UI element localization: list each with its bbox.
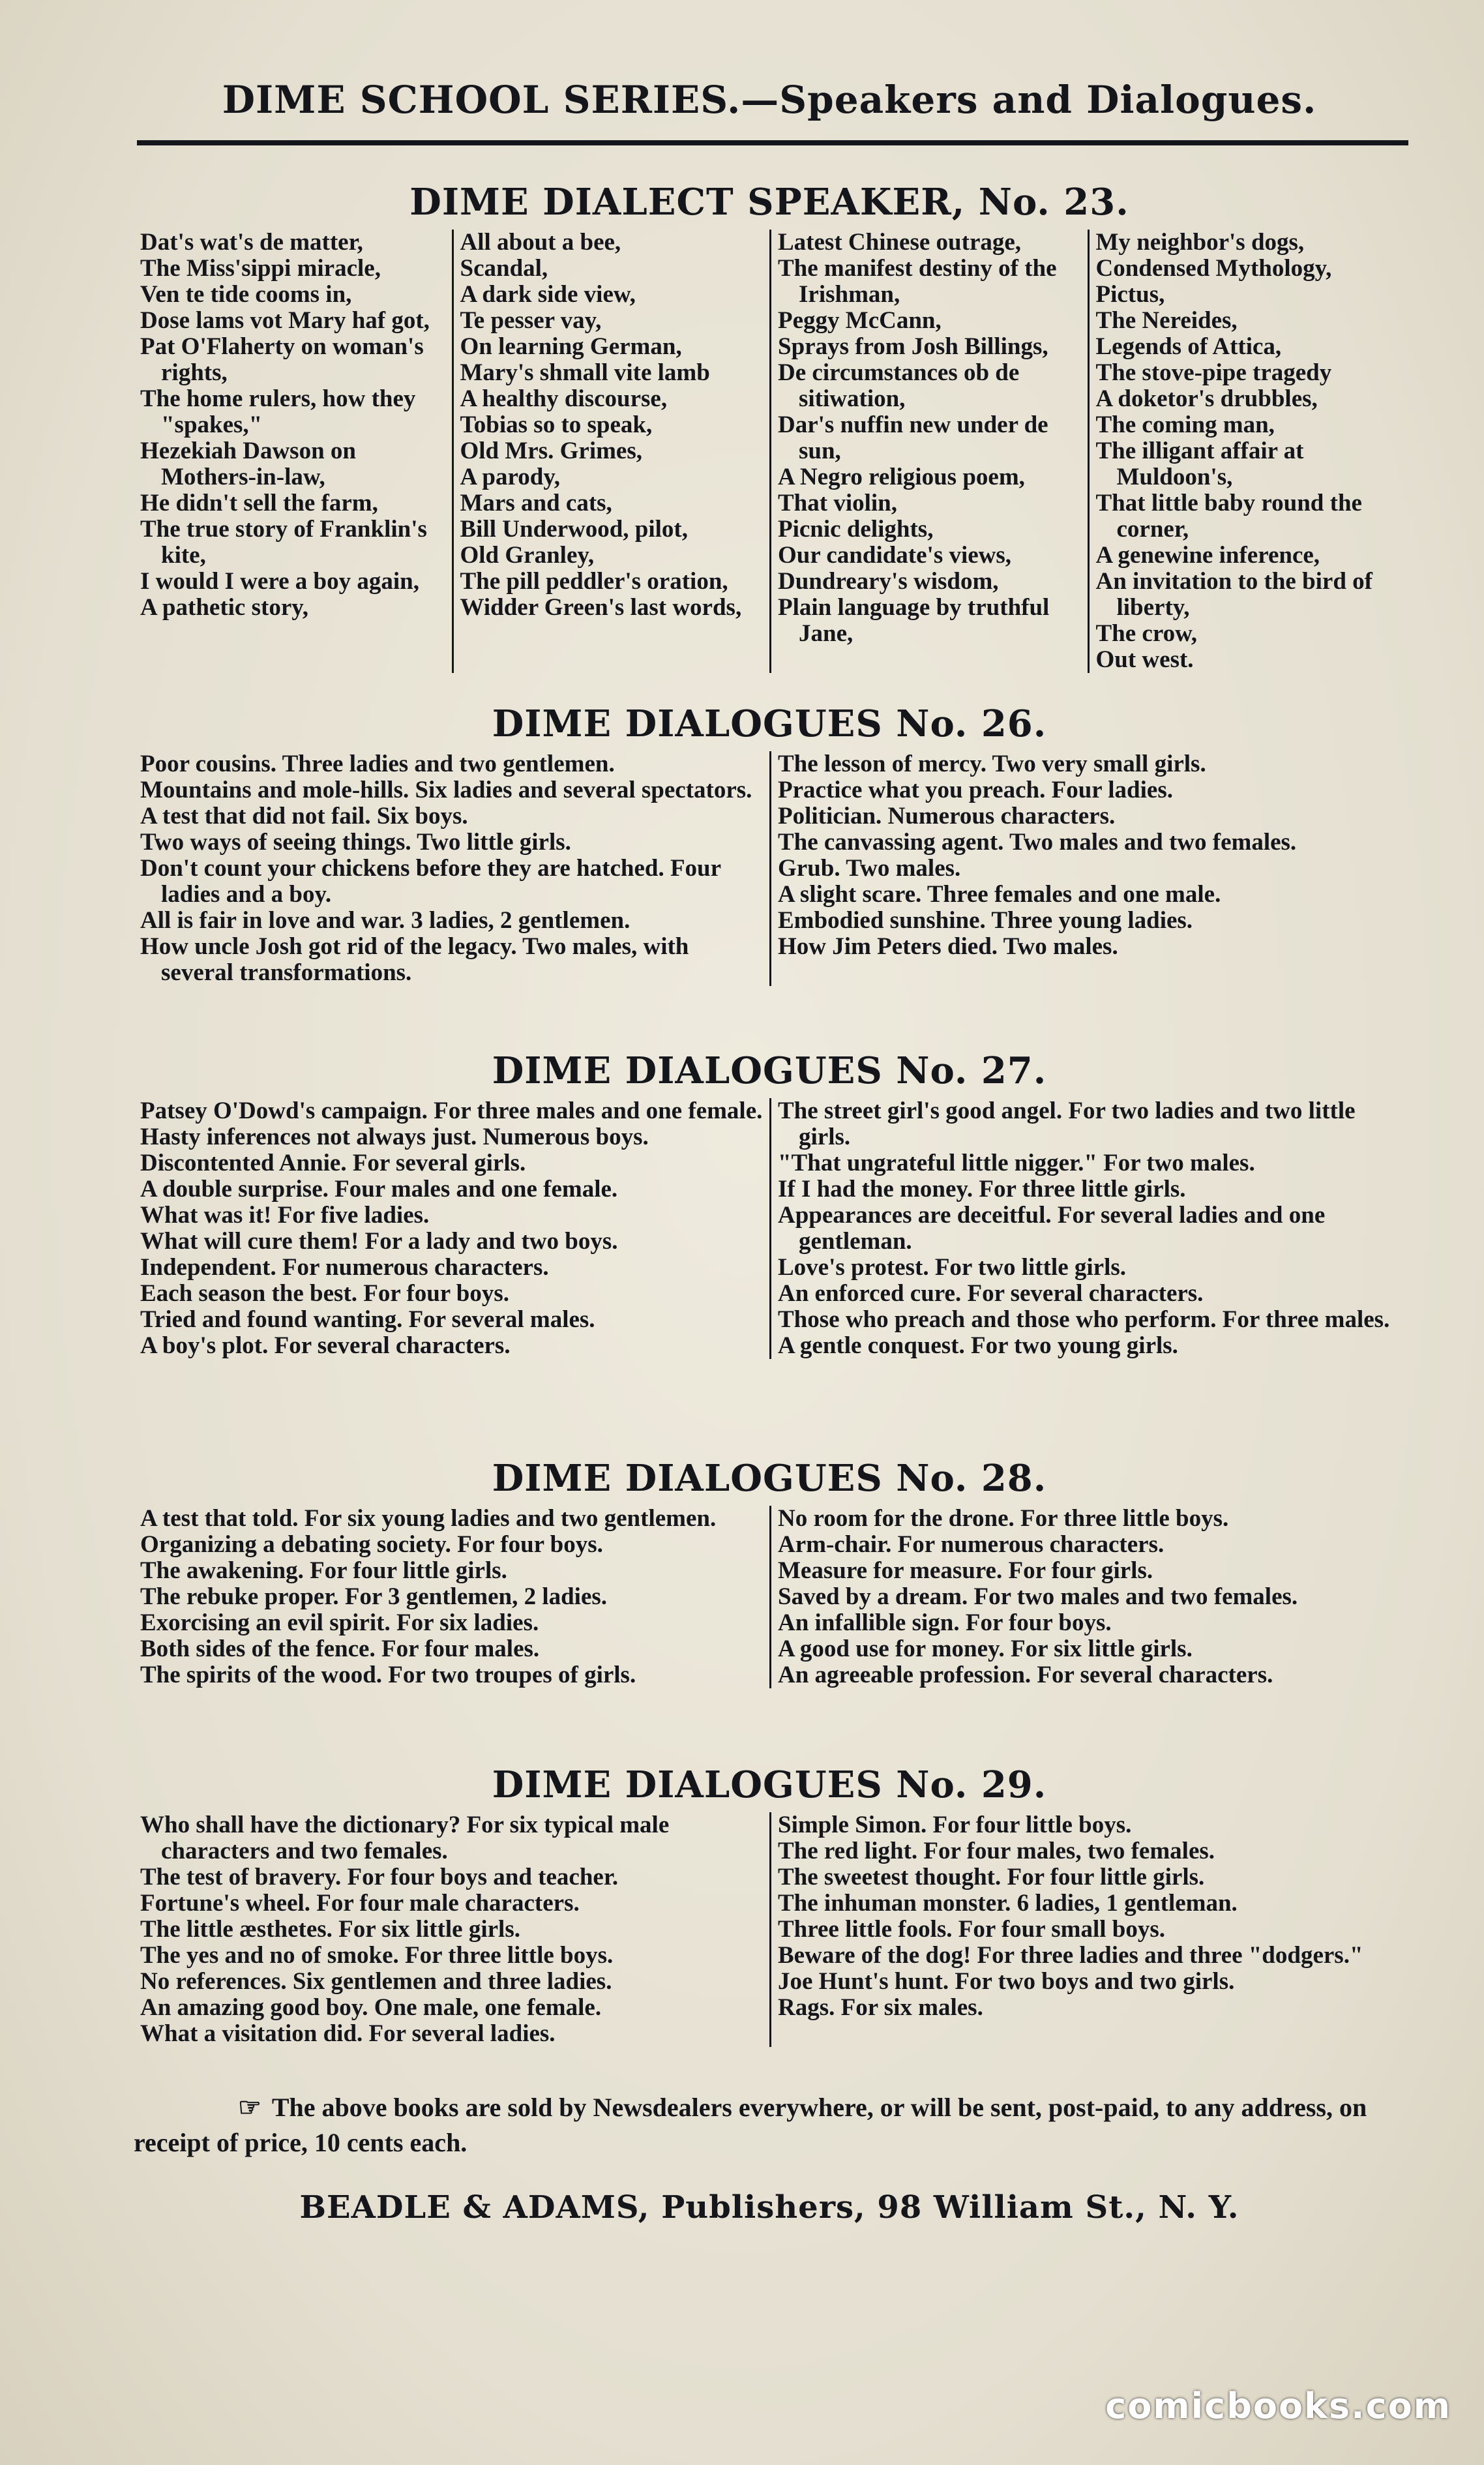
list-item: A dark side view, <box>460 281 636 308</box>
list-item: Independent. For numerous characters. <box>140 1254 549 1281</box>
list-item: Legends of Attica, <box>1095 333 1282 360</box>
list-item: The rebuke proper. For 3 gentlemen, 2 ladies. <box>140 1583 608 1610</box>
list-item: That violin, <box>778 490 897 516</box>
list-item: The spirits of the wood. For two troupes of girls. <box>140 1662 636 1688</box>
columns <box>134 751 1405 986</box>
section-title: DIME DIALOGUES No. 26. <box>492 702 1047 745</box>
list-item: He didn't sell the farm, <box>140 490 378 516</box>
list-item: All about a bee, <box>460 229 621 256</box>
list-item: Simple Simon. For four little boys. <box>778 1812 1132 1838</box>
column-right <box>769 1506 1405 1688</box>
list-item: Fortune's wheel. For four male characters. <box>140 1890 580 1917</box>
list-item: An enforced cure. For several characters. <box>778 1280 1204 1307</box>
list-item: Two ways of seeing things. Two little girls. <box>140 829 571 856</box>
columns <box>134 1098 1405 1359</box>
list-item: An amazing good boy. One male, one female. <box>140 1994 602 2021</box>
column-left <box>134 1098 769 1359</box>
list-item: An invitation to the bird of liberty, <box>1095 568 1373 621</box>
column-1 <box>134 230 452 673</box>
list-item: Sprays from Josh Billings, <box>778 333 1048 360</box>
list-item: The home rulers, how they "spakes," <box>140 385 416 438</box>
list-item: No room for the drone. For three little boys. <box>778 1505 1229 1532</box>
list-item: Mountains and mole-hills. Six ladies and several spectators. <box>140 777 752 803</box>
columns <box>134 1506 1405 1688</box>
list-item: Widder Green's last words, <box>460 594 742 621</box>
list-item: Scandal, <box>460 255 548 282</box>
list-item: A test that did not fail. Six boys. <box>140 803 468 829</box>
list-item: Who shall have the dictionary? For six typical male characters and two females. <box>140 1812 670 1864</box>
list-item: Poor cousins. Three ladies and two gentlemen. <box>140 751 615 777</box>
list-item: What a visitation did. For several ladies. <box>140 2020 556 2047</box>
list-item: The crow, <box>1095 620 1198 647</box>
list-item: The little æsthetes. For six little girls. <box>140 1916 520 1943</box>
list-item: My neighbor's dogs, <box>1095 229 1305 256</box>
list-item: Pat O'Flaherty on woman's rights, <box>140 333 424 386</box>
list-item: Grub. Two males. <box>778 855 961 882</box>
list-item: I would I were a boy again, <box>140 568 419 595</box>
list-item: A test that told. For six young ladies and two gentlemen. <box>140 1505 717 1532</box>
column-left <box>134 1506 769 1688</box>
list-item: Appearances are deceitful. For several ladies and one gentleman. <box>778 1202 1326 1255</box>
section-dialogues-27 <box>134 1043 1405 1359</box>
list-item: Don't count your chickens before they are hatched. Four ladies and a boy. <box>140 855 721 908</box>
list-item: The manifest destiny of the Irishman, <box>778 255 1057 308</box>
column-4 <box>1088 230 1406 673</box>
list-item: De circumstances ob de sitiwation, <box>778 359 1020 412</box>
header-rule <box>137 140 1408 145</box>
order-note-text: The above books are sold by Newsdealers everywhere, or will be sent, post-paid, to any address, on receipt of price, 10 cents each. <box>134 2093 1367 2157</box>
list-item: Old Mrs. Grimes, <box>460 438 643 464</box>
list-item: How uncle Josh got rid of the legacy. Two males, with several transformations. <box>140 933 689 986</box>
list-item: The test of bravery. For four boys and teacher. <box>140 1864 619 1890</box>
list-item: Dar's nuffin new under de sun, <box>778 411 1048 464</box>
list-item: Latest Chinese outrage, <box>778 229 1022 256</box>
list-item: A doketor's drubbles, <box>1095 385 1318 412</box>
list-item: A genewine inference, <box>1095 542 1320 569</box>
list-item: Picnic delights, <box>778 516 934 543</box>
list-item: Organizing a debating society. For four boys. <box>140 1531 603 1558</box>
list-item: Hezekiah Dawson on Mothers-in-law, <box>140 438 356 490</box>
list-item: A gentle conquest. For two young girls. <box>778 1332 1178 1359</box>
column-left <box>134 751 769 986</box>
list-item: The stove-pipe tragedy <box>1095 359 1332 386</box>
list-item: If I had the money. For three little girls. <box>778 1176 1186 1203</box>
columns <box>134 230 1405 673</box>
list-item: What will cure them! For a lady and two boys. <box>140 1228 618 1255</box>
list-item: A healthy discourse, <box>460 385 668 412</box>
list-item: A double surprise. Four males and one female. <box>140 1176 618 1203</box>
list-item: The coming man, <box>1095 411 1275 438</box>
list-item: A parody, <box>460 464 561 490</box>
list-item: Measure for measure. For four girls. <box>778 1557 1153 1584</box>
list-item: The pill peddler's oration, <box>460 568 728 595</box>
column-right <box>769 1098 1405 1359</box>
list-item: The sweetest thought. For four little girls. <box>778 1864 1205 1890</box>
list-item: Both sides of the fence. For four males. <box>140 1636 540 1662</box>
list-item: The awakening. For four little girls. <box>140 1557 507 1584</box>
columns <box>134 1812 1405 2047</box>
list-item: Hasty inferences not always just. Numerous boys. <box>140 1124 649 1150</box>
section-title: DIME DIALOGUES No. 28. <box>492 1457 1047 1500</box>
list-item: A pathetic story, <box>140 594 308 621</box>
list-item: No references. Six gentlemen and three ladies. <box>140 1968 612 1995</box>
list-item: Love's protest. For two little girls. <box>778 1254 1127 1281</box>
list-item: Exorcising an evil spirit. For six ladies. <box>140 1609 539 1636</box>
list-item: The red light. For four males, two females. <box>778 1838 1215 1864</box>
list-item: Plain language by truthful Jane, <box>778 594 1050 647</box>
list-item: Dundreary's wisdom, <box>778 568 999 595</box>
list-item: The true story of Franklin's kite, <box>140 516 427 569</box>
list-item: The canvassing agent. Two males and two females. <box>778 829 1297 856</box>
list-item: How Jim Peters died. Two males. <box>778 933 1118 960</box>
list-item: Dat's wat's de matter, <box>140 229 363 256</box>
list-item: That little baby round the corner, <box>1095 490 1362 543</box>
list-item: Arm-chair. For numerous characters. <box>778 1531 1165 1558</box>
list-item: The street girl's good angel. For two ladies and two little girls. <box>778 1098 1356 1150</box>
pointing-hand-icon: ☞ <box>238 2093 261 2122</box>
list-item: Peggy McCann, <box>778 307 942 334</box>
list-item: Our candidate's views, <box>778 542 1012 569</box>
watermark: comicbooks.com <box>1105 2385 1451 2427</box>
list-item: All is fair in love and war. 3 ladies, 2 gentlemen. <box>140 907 631 934</box>
list-item: Out west. <box>1095 646 1194 673</box>
list-item: A slight scare. Three females and one male. <box>778 881 1221 908</box>
list-item: Beware of the dog! For three ladies and three "dodgers." <box>778 1942 1363 1969</box>
list-item: Pictus, <box>1095 281 1165 308</box>
section-title: DIME DIALOGUES No. 27. <box>492 1049 1047 1092</box>
list-item: Condensed Mythology, <box>1095 255 1332 282</box>
list-item: Patsey O'Dowd's campaign. For three males and one female. <box>140 1098 763 1124</box>
list-item: Dose lams vot Mary haf got, <box>140 307 430 334</box>
section-dialect-speaker-23 <box>134 175 1405 673</box>
list-item: Three little fools. For four small boys. <box>778 1916 1166 1943</box>
list-item: Mary's shmall vite lamb <box>460 359 710 386</box>
list-item: The illigant affair at Muldoon's, <box>1095 438 1304 490</box>
column-3 <box>769 230 1088 673</box>
list-item: The Nereides, <box>1095 307 1238 334</box>
list-item: Mars and cats, <box>460 490 612 516</box>
section-dialogues-29 <box>134 1757 1405 2047</box>
list-item: Ven te tide cooms in, <box>140 281 352 308</box>
column-right <box>769 1812 1405 2047</box>
column-right <box>769 751 1405 986</box>
list-item: Politician. Numerous characters. <box>778 803 1116 829</box>
column-2 <box>452 230 770 673</box>
section-title: DIME DIALOGUES No. 29. <box>492 1763 1047 1806</box>
list-item: Embodied sunshine. Three young ladies. <box>778 907 1193 934</box>
list-item: Tobias so to speak, <box>460 411 653 438</box>
section-dialogues-26 <box>134 696 1405 986</box>
list-item: The yes and no of smoke. For three little boys. <box>140 1942 614 1969</box>
list-item: An infallible sign. For four boys. <box>778 1609 1112 1636</box>
list-item: A boy's plot. For several characters. <box>140 1332 511 1359</box>
list-item: Each season the best. For four boys. <box>140 1280 510 1307</box>
section-dialogues-28 <box>134 1451 1405 1688</box>
list-item: Saved by a dream. For two males and two females. <box>778 1583 1298 1610</box>
list-item: Practice what you preach. Four ladies. <box>778 777 1173 803</box>
list-item: Te pesser vay, <box>460 307 602 334</box>
section-title: DIME DIALECT SPEAKER, No. 23. <box>409 181 1129 224</box>
column-left <box>134 1812 769 2047</box>
list-item: Discontented Annie. For several girls. <box>140 1150 526 1176</box>
list-item: What was it! For five ladies. <box>140 1202 430 1229</box>
list-item: The lesson of mercy. Two very small girls. <box>778 751 1206 777</box>
page-header: DIME SCHOOL SERIES.—Speakers and Dialogues. <box>222 78 1317 122</box>
list-item: Those who preach and those who perform. For three males. <box>778 1306 1390 1333</box>
list-item: Rags. For six males. <box>778 1994 983 2021</box>
order-note <box>134 2090 1405 2160</box>
list-item: On learning German, <box>460 333 682 360</box>
list-item: A good use for money. For six little girls. <box>778 1636 1193 1662</box>
list-item: Bill Underwood, pilot, <box>460 516 688 543</box>
list-item: The Miss'sippi miracle, <box>140 255 381 282</box>
list-item: Tried and found wanting. For several males. <box>140 1306 595 1333</box>
list-item: The inhuman monster. 6 ladies, 1 gentleman. <box>778 1890 1238 1917</box>
list-item: A Negro religious poem, <box>778 464 1025 490</box>
publisher-line: BEADLE & ADAMS, Publishers, 98 William St., N. Y. <box>299 2189 1239 2226</box>
list-item: An agreeable profession. For several characters. <box>778 1662 1273 1688</box>
list-item: "That ungrateful little nigger." For two males. <box>778 1150 1255 1176</box>
list-item: Joe Hunt's hunt. For two boys and two girls. <box>778 1968 1235 1995</box>
list-item: Old Granley, <box>460 542 595 569</box>
